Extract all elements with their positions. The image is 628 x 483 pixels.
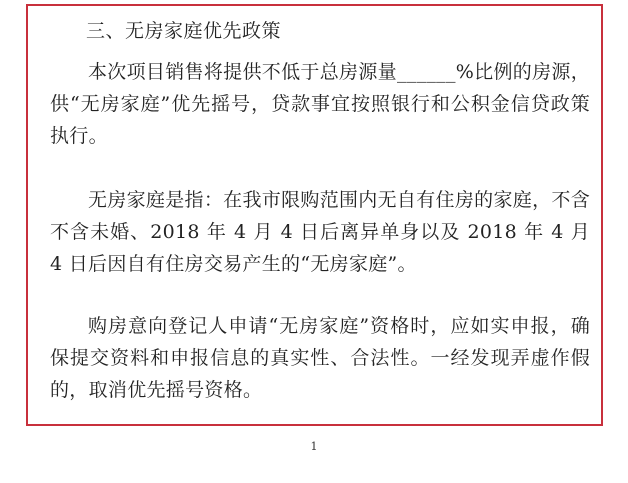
page-number: 1 [310, 440, 318, 453]
paragraph-housing-quota: 本次项目销售将提供不低于总房源量______%比例的房源，供“无房家庭”优先摇号，贷款事宜按照银行和公积金信贷政策执行。 [50, 61, 590, 147]
section-heading: 三、无房家庭优先政策 [86, 20, 282, 42]
paragraph-no-house-definition: 无房家庭是指：在我市限购范围内无自有住房的家庭，不含不含未婚、2018 年 4 月 4 日后离异单身以及 2018 年 4 月 4 日后因自有住房交易产生的“无房家庭”。 [50, 189, 590, 275]
paragraph-application-rules: 购房意向登记人申请“无房家庭”资格时，应如实申报，确保提交资料和申报信息的真实性、合法性。一经发现弄虚作假的，取消优先摇号资格。 [50, 315, 590, 401]
